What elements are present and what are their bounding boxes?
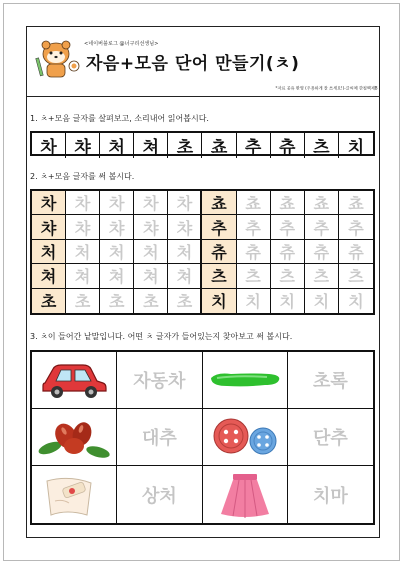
jujube-icon — [36, 414, 112, 460]
trace-syllable: 처 — [100, 240, 134, 264]
trace-syllable: 치 — [305, 289, 339, 313]
trace-syllable: 츄 — [271, 240, 305, 264]
syllable-cell: 츠 — [305, 133, 339, 158]
syllable-row — [30, 131, 375, 156]
raccoon-teacher-logo-icon — [32, 40, 82, 80]
trace-syllable: 추 — [305, 215, 339, 239]
trace-syllable: 치 — [271, 289, 305, 313]
trace-syllable: 초 — [66, 289, 100, 313]
green-paint-icon — [207, 370, 283, 390]
trace-syllable: 추 — [271, 215, 305, 239]
trace-syllable: 차 — [134, 191, 168, 215]
source-note: *자료 공유 환영 (우용하게 잘 쓰세요!)-글씨체 한컴백제B — [275, 86, 378, 92]
trace-syllable: 처 — [134, 240, 168, 264]
trace-syllable: 챠 — [66, 215, 100, 239]
trace-syllable: 차 — [66, 191, 100, 215]
picture-cell — [32, 409, 117, 466]
trace-syllable: 츠 — [339, 264, 373, 288]
trace-syllable: 초 — [100, 289, 134, 313]
syllable-cell: 쳐 — [134, 133, 168, 158]
trace-syllable: 쵸 — [271, 191, 305, 215]
section3-instruction: 3. ㅊ이 들어간 낱말입니다. 어떤 ㅊ 글자가 들어있는지 찾아보고 써 봅시다. — [30, 332, 293, 341]
trace-syllable: 츠 — [237, 264, 271, 288]
picture-cell — [203, 466, 288, 523]
writing-practice-grid — [30, 189, 375, 315]
section2-instruction: 2. ㅊ+모음 글자를 써 봅시다. — [30, 172, 135, 181]
model-syllable: 쳐 — [32, 264, 66, 288]
syllable-cell: 치 — [347, 138, 365, 158]
trace-word: 초록 — [312, 371, 348, 392]
trace-syllable: 츄 — [237, 240, 271, 264]
trace-word: 자동차 — [133, 371, 186, 392]
model-syllable: 츠 — [202, 264, 236, 288]
word-cell — [117, 409, 202, 466]
word-cell — [288, 466, 373, 523]
model-syllable: 추 — [202, 215, 236, 239]
trace-syllable: 챠 — [134, 215, 168, 239]
trace-syllable: 처 — [168, 240, 202, 264]
word-cell — [288, 409, 373, 466]
syllable-cell: 챠 — [66, 133, 100, 158]
page-title: 자음+모음 단어 만들기(ㅊ) — [86, 54, 300, 74]
trace-syllable: 치 — [237, 289, 271, 313]
car-icon — [39, 359, 109, 401]
trace-syllable: 챠 — [168, 215, 202, 239]
trace-syllable: 치 — [348, 292, 364, 312]
skirt-icon — [217, 470, 273, 520]
picture-cell — [32, 466, 117, 523]
model-syllable: 초 — [32, 289, 66, 313]
trace-syllable: 쳐 — [100, 264, 134, 288]
buttons-icon — [207, 414, 283, 460]
model-syllable: 처 — [32, 240, 66, 264]
trace-syllable: 쳐 — [134, 264, 168, 288]
trace-syllable: 츄 — [339, 240, 373, 264]
syllable-cell: 처 — [100, 133, 134, 158]
syllable-cell: 츄 — [271, 133, 305, 158]
trace-syllable: 추 — [237, 215, 271, 239]
header-divider — [26, 96, 380, 97]
model-syllable: 쵸 — [202, 191, 236, 215]
trace-syllable: 쵸 — [237, 191, 271, 215]
trace-syllable: 차 — [100, 191, 134, 215]
trace-syllable: 처 — [66, 240, 100, 264]
picture-cell — [203, 409, 288, 466]
trace-syllable: 챠 — [100, 215, 134, 239]
trace-syllable: 쳐 — [168, 264, 202, 288]
picture-cell — [32, 352, 117, 409]
bandage-wound-icon — [39, 471, 109, 519]
model-syllable: 챠 — [32, 215, 66, 239]
word-cell — [288, 352, 373, 409]
word-cell — [117, 352, 202, 409]
section1-instruction: 1. ㅊ+모음 글자를 살펴보고, 소리내어 읽어봅시다. — [30, 114, 209, 123]
word-picture-grid — [30, 350, 375, 525]
syllable-cell: 추 — [237, 133, 271, 158]
trace-syllable: 차 — [168, 191, 202, 215]
trace-syllable: 초 — [168, 289, 202, 313]
trace-syllable: 츠 — [271, 264, 305, 288]
trace-word: 치마 — [312, 485, 348, 507]
syllable-cell: 쵸 — [202, 133, 236, 158]
trace-syllable: 초 — [134, 289, 168, 313]
trace-syllable: 쵸 — [339, 191, 373, 215]
trace-syllable: 츄 — [305, 240, 339, 264]
word-cell — [117, 466, 202, 523]
trace-syllable: 츠 — [305, 264, 339, 288]
picture-cell — [203, 352, 288, 409]
model-syllable: 치 — [202, 289, 236, 313]
blog-credit: <네이버블로그 @너구리선생님> — [84, 41, 159, 47]
trace-word: 상처 — [141, 485, 177, 507]
syllable-cell: 차 — [32, 133, 66, 158]
trace-word: 단추 — [312, 428, 348, 449]
syllable-cell: 초 — [168, 133, 202, 158]
trace-syllable: 쳐 — [66, 264, 100, 288]
trace-word: 대추 — [141, 428, 177, 449]
model-syllable: 차 — [32, 191, 66, 215]
trace-syllable: 쵸 — [305, 191, 339, 215]
model-syllable: 츄 — [202, 240, 236, 264]
trace-syllable: 추 — [339, 215, 373, 239]
